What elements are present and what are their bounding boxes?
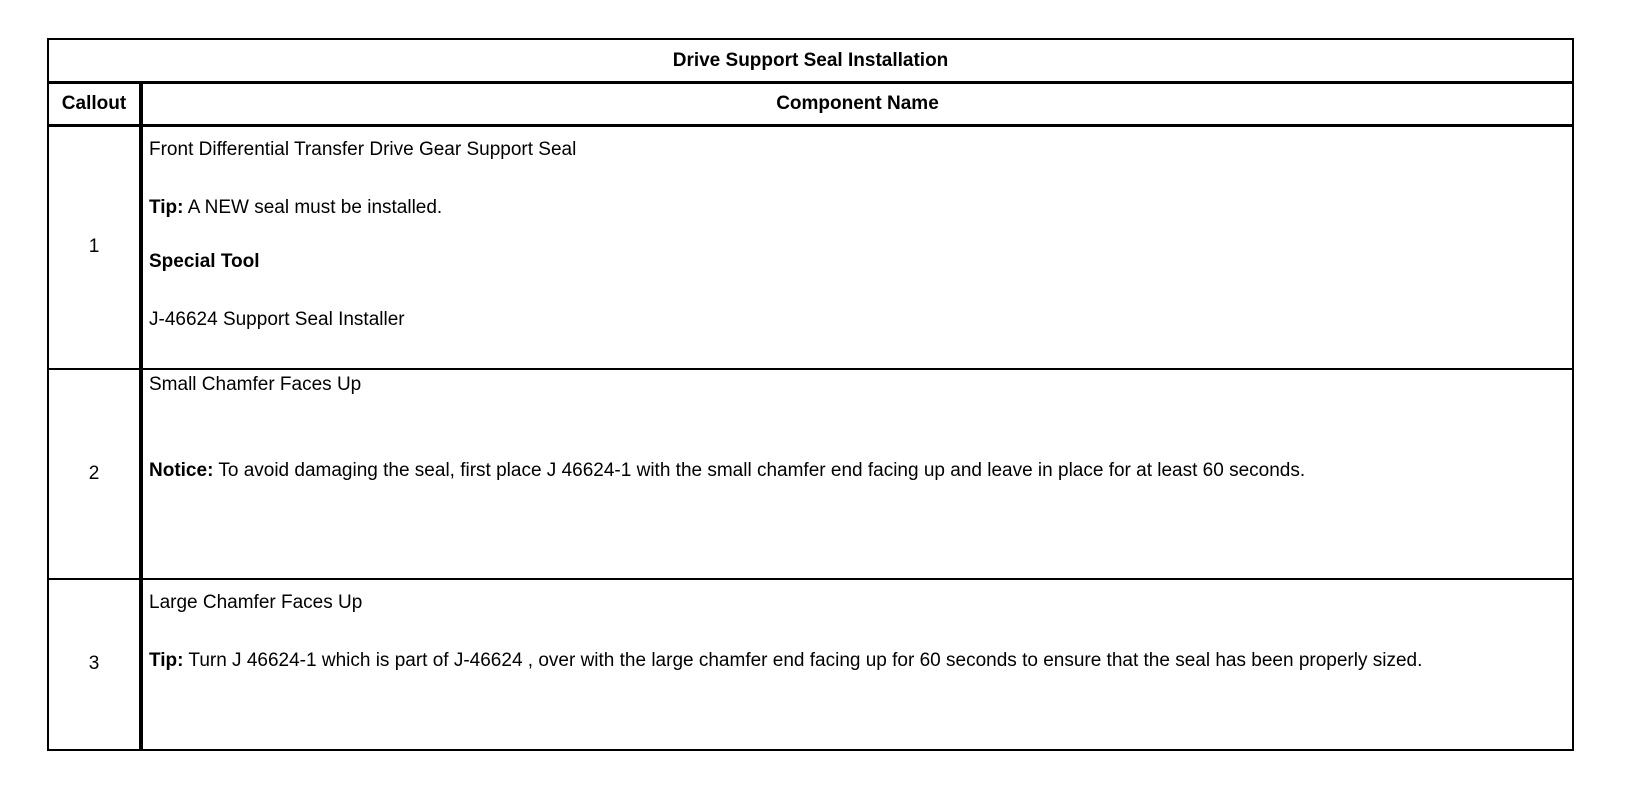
callout-header: Callout [48,83,141,126]
table-row [48,126,1573,369]
component-cell [141,126,1573,369]
callout-number: 3 [48,579,141,750]
table-row [48,369,1573,579]
tip-note [149,650,1568,672]
tip-text: Turn J 46624-1 which is part of J-46624 , over with the large chamfer end facing up for 60 seconds to ensure that the seal has been properly sized. [183,649,1423,671]
notice-label: Notice: [149,459,214,481]
special-tool-name: J-46624 Support Seal Installer [149,309,405,330]
component-cell [141,369,1573,579]
notice-text: To avoid damaging the seal, first place J 46624-1 with the small chamfer end facing up and leave in place for at least 60 seconds. [213,459,1306,481]
component-name: Large Chamfer Faces Up [149,591,363,613]
tip-text: A NEW seal must be installed. [183,197,443,218]
component-name: Small Chamfer Faces Up [149,373,362,395]
table-row [48,579,1573,750]
tip-note [149,197,1568,219]
title-row [48,39,1573,83]
notice-note [149,460,1568,482]
header-row [48,83,1573,126]
tip-label: Tip: [149,649,184,671]
component-cell [141,579,1573,750]
tip-label: Tip: [149,197,184,218]
callout-number: 1 [48,126,141,369]
component-name-header: Component Name [141,83,1573,126]
seal-installation-table [47,38,1574,751]
special-tool-label: Special Tool [149,251,260,272]
component-name: Front Differential Transfer Drive Gear Support Seal [149,139,577,160]
callout-number: 2 [48,369,141,579]
table-title: Drive Support Seal Installation [48,39,1573,83]
